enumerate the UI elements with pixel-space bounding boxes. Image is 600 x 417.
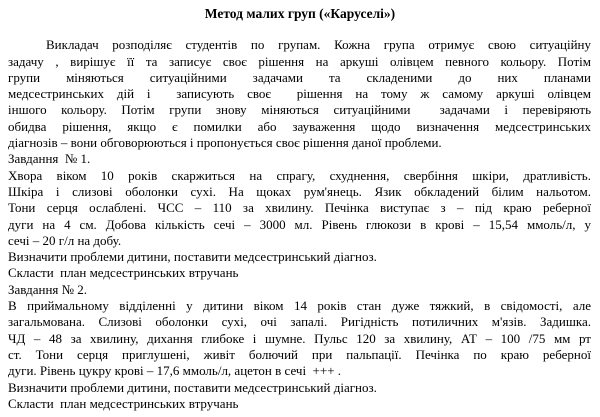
text-line: Тони серця ослаблені. ЧСС – 110 за хвилину. Печінка виступає з – під краю реберної <box>8 200 591 216</box>
text-line: дуги. Рівень цукру крові – 17,6 ммоль/л, ацетон в сечі +++ . <box>8 363 342 379</box>
text-line: Викладач розподіляє студентів по групам. Кожна група отримує свою ситуаційну <box>46 37 591 53</box>
text-line: Скласти план медсестринських втручань <box>8 395 239 411</box>
text-line: діагнозів – вони обговорюються і пропонується своє рішення даної проблеми. <box>8 135 442 151</box>
text-line: ст. Тони серця приглушені, живіт болючий при пальпації. Печінка по краю реберної <box>8 346 591 362</box>
text-line: задачу , вирішує її та записує своє рішення на аркуші олівцем певного кольору. Потім <box>8 53 591 69</box>
text-line: медсестринських дій і записують своє рішення на тому ж самому аркуші олівцем <box>8 86 591 102</box>
text-line: групи міняються ситуаційними задачами та складеними до них планами <box>8 69 591 85</box>
text-line: іншого кольору. Потім групи знову міняються ситуаційними задачами і перевіряють <box>8 102 591 118</box>
text-line: сечі – 20 г/л на добу. <box>8 232 122 248</box>
document-body <box>0 37 600 412</box>
text-line: дуги на 4 см. Добова кількість сечі – 3000 мл. Рівень глюкози в крові – 15,54 ммоль/л, у <box>8 216 591 232</box>
text-line: загальмована. Слизові оболонки сухі, очі запалі. Ригідність потиличних м'язів. Задишка. <box>8 314 591 330</box>
text-line: Визначити проблеми дитини, поставити медсестринський діагноз. <box>8 379 377 395</box>
document-title: Метод малих груп («Каруселі») <box>204 6 396 21</box>
text-line: Хвора віком 10 років скаржиться на спрагу, схуднення, свербіння шкіри, дратливість. <box>8 167 591 183</box>
text-line: Скласти план медсестринських втручань <box>8 265 239 281</box>
text-line: Завдання № 2. <box>8 281 88 297</box>
text-line: В приймальному відділенні у дитини віком 14 років стан дуже тяжкий, в свідомості, але <box>8 298 591 314</box>
text-line: обидва рішення, якщо є помилки або зауваження щодо визначення медсестринських <box>8 118 591 134</box>
text-line: Завдання № 1. <box>8 151 91 167</box>
text-line: Шкіра і слизові оболонки сухі. На щоках рум'янець. Язик обкладений білим нальотом. <box>8 183 591 199</box>
text-line: ЧД – 48 за хвилину, дихання глибоке і шумне. Пульс 120 за хвилину, АТ – 100 /75 мм рт <box>8 330 591 346</box>
text-line: Визначити проблеми дитини, поставити медсестринський діагноз. <box>8 249 377 265</box>
